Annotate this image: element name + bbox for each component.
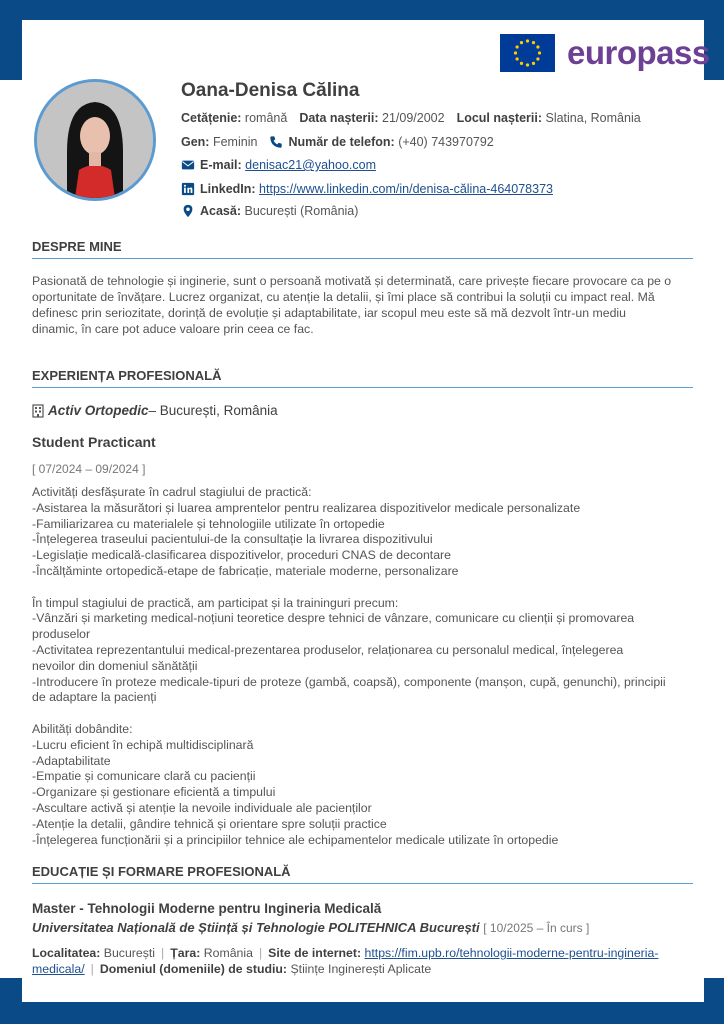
education-section-title: EDUCAȚIE ȘI FORMARE PROFESIONALĂ [32,864,291,879]
bottom-right-band [704,978,724,1002]
experience-line: -Organizare și gestionare eficientă a timpului [32,785,276,800]
experience-line: -Înțelegerea funcționării și a principiilor tehnice ale echipamentelor medicale utilizate în ortopedie [32,832,559,847]
about-line: Pasionată de tehnologie și inginerie, sunt o persoană motivată și determinată, care privește fiecare provocare ca pe o [32,274,672,288]
job-title: Student Practicant [32,434,156,450]
about-line: oportunitate de învățare. Lucrez organizat, cu atenție la detalii, și îmi place să contribui la soluții cu impact real. Mă [32,290,655,304]
about-line: definesc prin seriozitate, dorință de evoluție și adaptabilitate, iar scopul meu este să mă dezvolt într-un mediu [32,306,626,320]
country-value: România [203,946,253,960]
email-icon [181,158,195,172]
bottom-band [0,1002,724,1024]
birthplace-label: Locul nașterii: [456,111,542,125]
top-band [0,0,724,20]
personal-info-row-2 [181,135,494,149]
email-row [181,158,376,172]
experience-line: -Lucru eficient în echipă multidisciplinară [32,737,254,752]
europass-logo-text: europass [567,34,710,71]
experience-line: -Încălțăminte ortopedică-etape de fabricație, materiale moderne, personalizare [32,563,459,578]
home-row [181,204,358,218]
experience-line: -Ascultare activă și atenție la nevoile individuale ale pacienților [32,800,372,815]
bottom-left-band [0,978,22,1002]
email-label: E-mail: [200,158,242,172]
about-section-title: DESPRE MINE [32,239,122,254]
degree-title: Master - Tehnologii Moderne pentru Ingineria Medicală [32,901,382,916]
linkedin-label: LinkedIn: [200,182,256,196]
experience-line: -Legislație medicală-clasificarea dispozitivelor, proceduri CNAS de decontare [32,548,451,563]
experience-line: -Asistarea la măsurători și luarea amprentelor pentru realizarea dispozitivelor medicale personalizate [32,500,581,515]
eu-flag-icon [500,34,555,72]
home-label: Acasă: [200,204,241,218]
education-dates: [ 10/2025 – În curs ] [483,921,590,935]
birthdate-label: Data nașterii: [299,111,379,125]
personal-info-row-1 [181,111,641,125]
employer-row [32,403,278,418]
experience-section-title: EXPERIENȚA PROFESIONALĂ [32,368,222,383]
field-value: Științe Inginerești Aplicate [290,962,432,976]
institution-name: Universitatea Națională de Știință și Tehnologie POLITEHNICA București [32,920,480,935]
experience-line: -Introducere în proteze medicale-tipuri de proteze (gambă, coapsă), componente (manșon, cupă, genunchi), principii [32,674,666,689]
citizenship-label: Cetățenie: [181,111,242,125]
about-text [32,273,696,337]
locality-value: București [103,946,156,960]
birthplace-value: Slatina, România [545,111,641,125]
email-link[interactable]: denisac21@yahoo.com [245,158,376,172]
experience-divider [32,387,693,388]
phone-label: Număr de telefon: [288,135,395,149]
experience-line: Abilități dobândite: [32,721,133,736]
experience-blank-line [32,580,696,596]
locality-label: Localitatea: [32,946,101,960]
experience-blank-line [32,706,696,722]
person-name: Oana-Denisa Călina [181,80,360,101]
experience-line: -Empatie și comunicare clară cu pacienții [32,769,256,784]
experience-line: Activități desfășurate în cadrul stagiului de practică: [32,485,312,499]
institution-row [32,920,589,935]
experience-description [32,485,696,848]
website-link[interactable]: https://fim.upb.ro/tehnologii-moderne-pentru-ingineria- [364,946,659,960]
experience-line: nevoilor din domeniul sănătății [32,658,198,673]
about-line: dinamic, în care pot aduce valoare prin ceea ce fac. [32,322,314,336]
europass-logo [500,34,710,72]
linkedin-row [181,182,553,196]
employer-location: – București, România [148,403,278,418]
website-label: Site de internet: [268,946,362,960]
job-dates: [ 07/2024 – 09/2024 ] [32,462,146,476]
avatar [34,79,156,201]
birthdate-value: 21/09/2002 [382,111,445,125]
education-divider [32,883,693,884]
experience-line: produselor [32,627,91,642]
gender-value: Feminin [212,135,258,149]
country-label: Țara: [170,946,201,960]
experience-line: -Atenție la detalii, gândire tehnică și orientare spre soluții practice [32,816,387,831]
left-band [0,20,22,80]
website-link-continued[interactable]: medicala/ [32,962,85,976]
phone-value: (+40) 743970792 [398,135,494,149]
citizenship-value: română [244,111,288,125]
experience-line: de adaptare la pacienți [32,690,157,705]
linkedin-link[interactable]: https://www.linkedin.com/in/denisa-călina-464078373 [259,182,553,196]
experience-line: -Activitatea reprezentantului medical-prezentarea produselor, relaționarea cu personalul medical, înțelegerea [32,642,624,657]
field-label: Domeniul (domeniile) de studiu: [99,962,288,976]
experience-line: -Familiarizarea cu materialele și tehnologiile utilizate în ortopedie [32,516,385,531]
linkedin-icon [181,182,195,196]
experience-line: -Înțelegerea traseului pacientului-de la consultație la livrarea dispozitivului [32,532,433,547]
education-details: Localitatea: București | Țara: România | Site de internet: https://fim.upb.ro/tehnologii-moderne-pentru-ingineria- medicala/ | Domeniul (domeniile) de studiu: Științe Inginerești Aplicate [32,946,659,976]
experience-line: În timpul stagiului de practică, am participat și la traininguri precum: [32,595,399,610]
about-divider [32,258,693,259]
experience-line: -Adaptabilitate [32,753,111,768]
experience-line: -Vânzări și marketing medical-noțiuni teoretice despre tehnici de vânzare, comunicare cu clienții și promovarea [32,611,635,626]
gender-label: Gen: [181,135,210,149]
phone-icon [269,135,283,149]
location-pin-icon [181,204,195,218]
building-icon [32,404,44,418]
home-value: București (România) [244,204,359,218]
employer-name: Activ Ortopedic [48,403,149,418]
